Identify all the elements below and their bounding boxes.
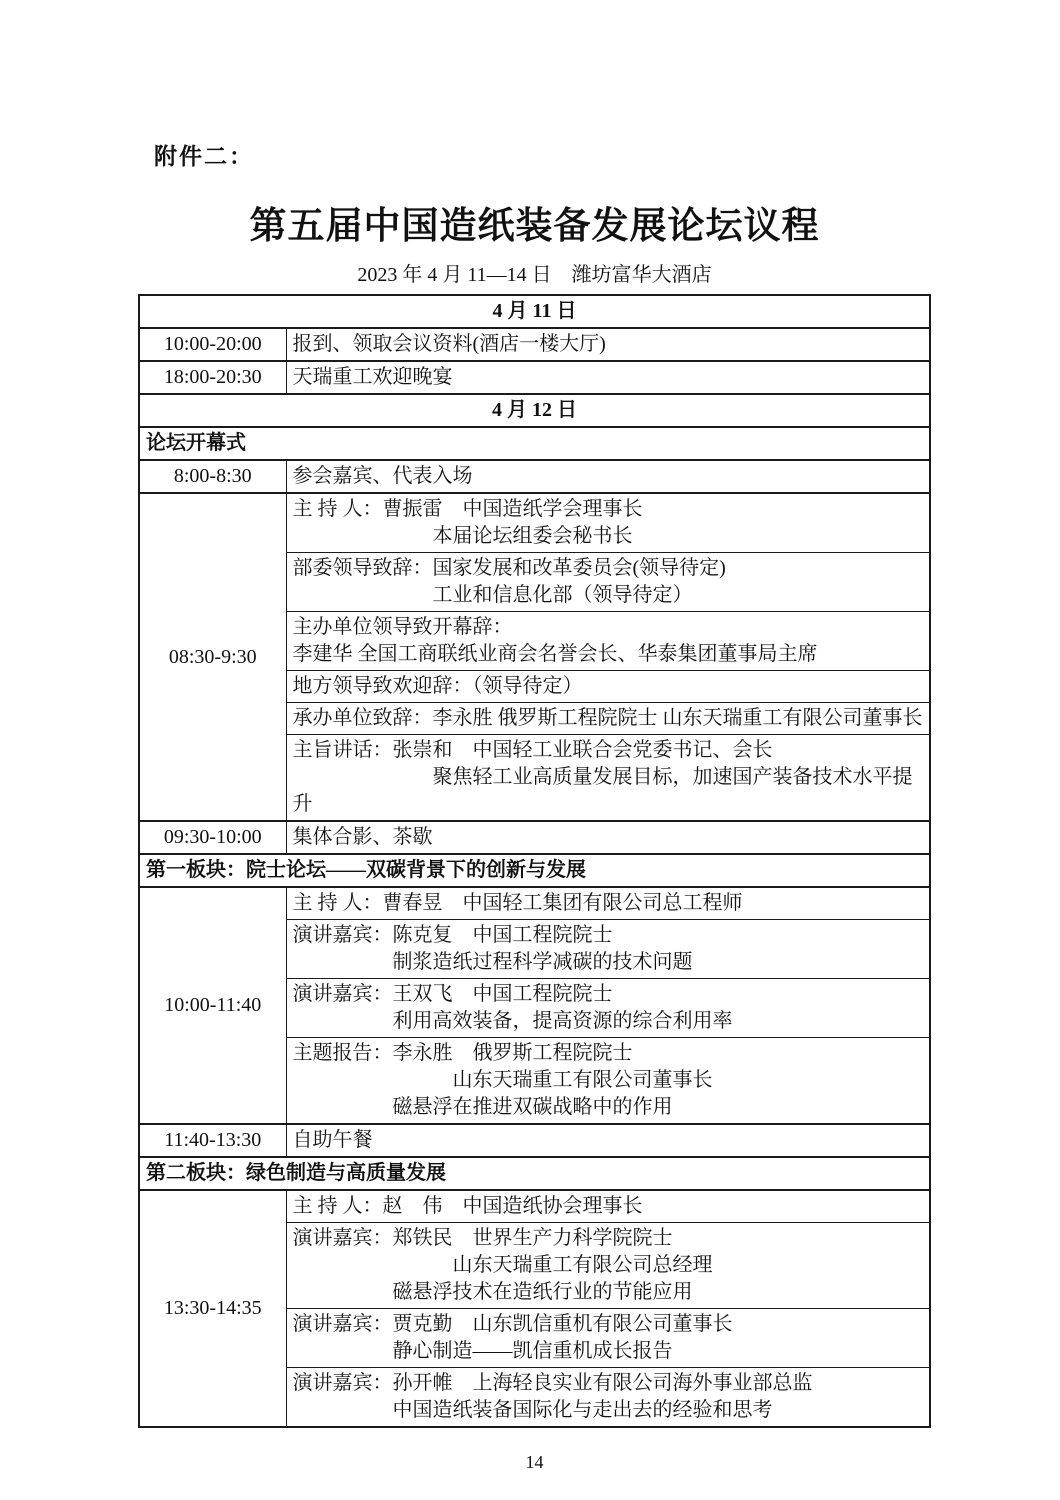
- content-line: 李建华 全国工商联纸业商会名誉会长、华泰集团董事局主席: [292, 643, 818, 665]
- content-line: 演讲嘉宾：王双飞 中国工程院院士: [292, 983, 613, 1005]
- content-line: 承办单位致辞：李永胜 俄罗斯工程院院士 山东天瑞重工有限公司董事长: [292, 707, 923, 729]
- content-cell: [286, 493, 930, 553]
- content-line: 演讲嘉宾：陈克复 中国工程院院士: [292, 924, 613, 946]
- content-line: 演讲嘉宾：孙开帷 上海轻良实业有限公司海外事业部总监: [292, 1372, 813, 1394]
- agenda-item-row: [139, 460, 930, 493]
- content-line: 集体合影、茶歇: [292, 826, 433, 848]
- time-cell: 18:00-20:30: [139, 361, 286, 394]
- time-cell: 13:30-14:35: [139, 1190, 286, 1427]
- content-line: 本届论坛组委会秘书长: [292, 525, 633, 547]
- date-header-cell: 4 月 12 日: [139, 394, 930, 427]
- section-header-cell: 论坛开幕式: [139, 427, 930, 460]
- content-line: 演讲嘉宾：贾克勤 山东凯信重机有限公司董事长: [292, 1313, 733, 1335]
- content-line: 主旨讲话：张崇和 中国轻工业联合会党委书记、会长: [292, 739, 773, 761]
- content-cell: [286, 920, 930, 979]
- content-line: 主 持 人：赵 伟 中国造纸协会理事长: [292, 1195, 643, 1217]
- agenda-block-row: [139, 493, 930, 553]
- content-line: 主 持 人：曹振雷 中国造纸学会理事长: [292, 498, 643, 520]
- event-date-venue: 2023 年 4 月 11—14 日 潍坊富华大酒店: [357, 264, 712, 286]
- content-line: 主题报告：李永胜 俄罗斯工程院院士: [292, 1042, 633, 1064]
- content-line: 演讲嘉宾：郑铁民 世界生产力科学院院士: [292, 1227, 673, 1249]
- content-cell: [286, 1190, 930, 1223]
- section-header-cell: 第二板块：绿色制造与高质量发展: [139, 1157, 930, 1190]
- content-cell: [286, 553, 930, 612]
- content-cell: [286, 979, 930, 1038]
- content-cell: [286, 328, 930, 361]
- agenda-section-row: [139, 1157, 930, 1190]
- content-cell: [286, 821, 930, 854]
- time-cell: 8:00-8:30: [139, 460, 286, 493]
- time-cell: 10:00-11:40: [139, 887, 286, 1124]
- content-line: 地方领导致欢迎辞：（领导待定）: [292, 675, 583, 697]
- attachment-label: 附件二：: [154, 144, 254, 169]
- content-cell: [286, 1038, 930, 1125]
- time-cell: 09:30-10:00: [139, 821, 286, 854]
- agenda-table-body: [139, 295, 930, 1427]
- content-line: 报到、领取会议资料(酒店一楼大厅): [292, 333, 606, 355]
- agenda-table: [138, 294, 931, 1428]
- agenda-date-row: [139, 394, 930, 427]
- content-cell: [286, 1309, 930, 1368]
- content-cell: [286, 460, 930, 493]
- agenda-section-row: [139, 854, 930, 887]
- section-header-cell: 第一板块：院士论坛——双碳背景下的创新与发展: [139, 854, 930, 887]
- agenda-section-row: [139, 427, 930, 460]
- content-cell: [286, 361, 930, 394]
- agenda-item-row: [139, 1124, 930, 1157]
- content-line: 山东天瑞重工有限公司总经理: [292, 1254, 713, 1276]
- time-cell: 08:30-9:30: [139, 493, 286, 821]
- content-cell: [286, 612, 930, 671]
- content-cell: [286, 1124, 930, 1157]
- content-line: 参会嘉宾、代表入场: [292, 465, 473, 487]
- content-line: 主 持 人：曹春昱 中国轻工集团有限公司总工程师: [292, 892, 743, 914]
- agenda-item-row: [139, 328, 930, 361]
- content-line: 磁悬浮技术在造纸行业的节能应用: [292, 1281, 693, 1303]
- date-header-cell: 4 月 11 日: [139, 295, 930, 328]
- content-line: 利用高效装备，提高资源的综合利用率: [292, 1010, 733, 1032]
- content-line: 山东天瑞重工有限公司董事长: [292, 1069, 713, 1091]
- content-cell: [286, 735, 930, 822]
- content-line: 制浆造纸过程科学减碳的技术问题: [292, 951, 693, 973]
- page-number: 14: [525, 1452, 544, 1472]
- time-cell: 10:00-20:00: [139, 328, 286, 361]
- content-line: 中国造纸装备国际化与走出去的经验和思考: [292, 1399, 773, 1421]
- document-content: [138, 0, 931, 1473]
- content-cell: [286, 1368, 930, 1428]
- time-cell: 11:40-13:30: [139, 1124, 286, 1157]
- content-cell: [286, 887, 930, 920]
- agenda-date-row: [139, 295, 930, 328]
- agenda-item-row: [139, 821, 930, 854]
- content-line: 自助午餐: [292, 1129, 373, 1151]
- content-line: 部委领导致辞：国家发展和改革委员会(领导待定): [292, 557, 726, 579]
- page-title: 第五届中国造纸装备发展论坛议程: [249, 206, 820, 247]
- content-cell: [286, 1223, 930, 1309]
- agenda-block-row: [139, 1190, 930, 1223]
- agenda-block-row: [139, 887, 930, 920]
- content-cell: [286, 703, 930, 735]
- content-line: 天瑞重工欢迎晚宴: [292, 366, 453, 388]
- content-line: 聚焦轻工业高质量发展目标，加速国产装备技术水平提升: [292, 766, 913, 815]
- content-line: 主办单位领导致开幕辞：: [292, 616, 513, 638]
- content-line: 磁悬浮在推进双碳战略中的作用: [292, 1096, 673, 1118]
- content-line: 工业和信息化部（领导待定）: [292, 584, 693, 606]
- agenda-item-row: [139, 361, 930, 394]
- content-cell: [286, 671, 930, 703]
- content-line: 静心制造——凯信重机成长报告: [292, 1340, 673, 1362]
